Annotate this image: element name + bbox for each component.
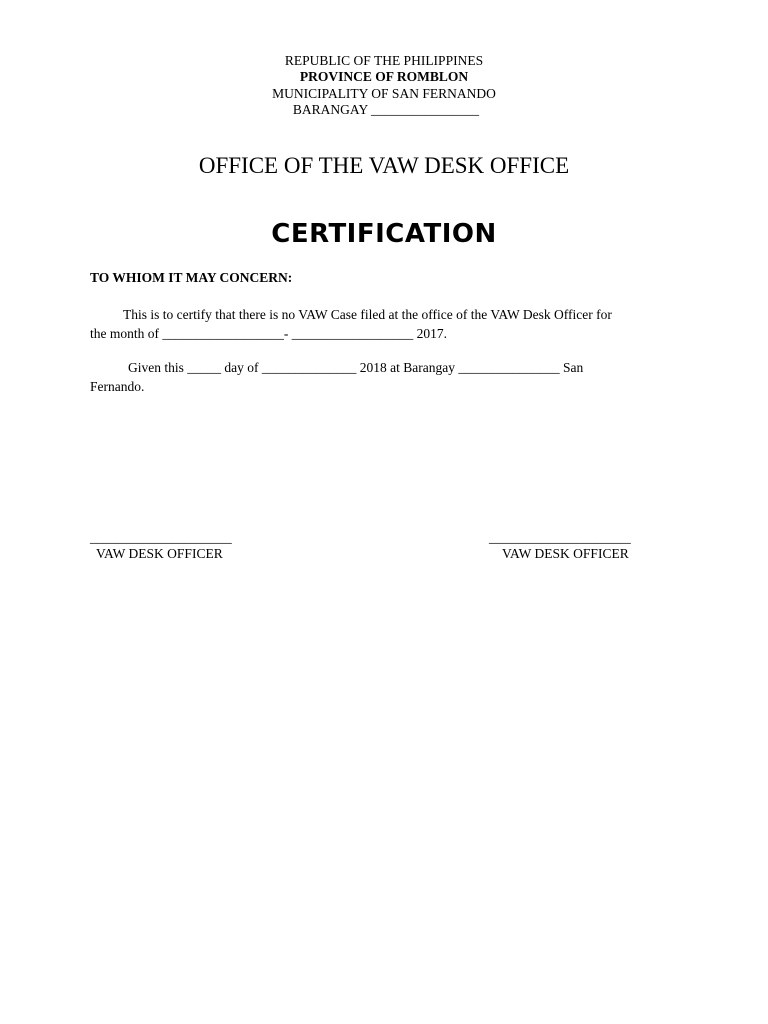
header-republic: REPUBLIC OF THE PHILIPPINES bbox=[284, 53, 484, 68]
document-title: CERTIFICATION bbox=[271, 219, 497, 249]
certification-paragraph bbox=[90, 305, 682, 343]
header-barangay: BARANGAY ________________ bbox=[292, 102, 480, 117]
salutation: TO WHIOM IT MAY CONCERN: bbox=[90, 270, 293, 285]
paragraph-line: the month of __________________- __________________ 2017. bbox=[90, 326, 447, 341]
right-signature-label: VAW DESK OFFICER bbox=[502, 546, 629, 561]
left-signature-label: VAW DESK OFFICER bbox=[96, 546, 223, 561]
paragraph-line: Given this _____ day of ______________ 2018 at Barangay _______________ San bbox=[128, 360, 584, 375]
paragraph-line: This is to certify that there is no VAW Case filed at the office of the VAW Desk Officer for bbox=[123, 307, 612, 322]
right-signature-line: _____________________ bbox=[489, 530, 631, 545]
office-title: OFFICE OF THE VAW DESK OFFICE bbox=[198, 153, 570, 178]
given-paragraph bbox=[90, 358, 682, 396]
header-province: PROVINCE OF ROMBLON bbox=[299, 69, 469, 84]
header-municipality: MUNICIPALITY OF SAN FERNANDO bbox=[272, 86, 496, 101]
left-signature-line: _____________________ bbox=[90, 530, 232, 545]
paragraph-line: Fernando. bbox=[90, 379, 145, 394]
